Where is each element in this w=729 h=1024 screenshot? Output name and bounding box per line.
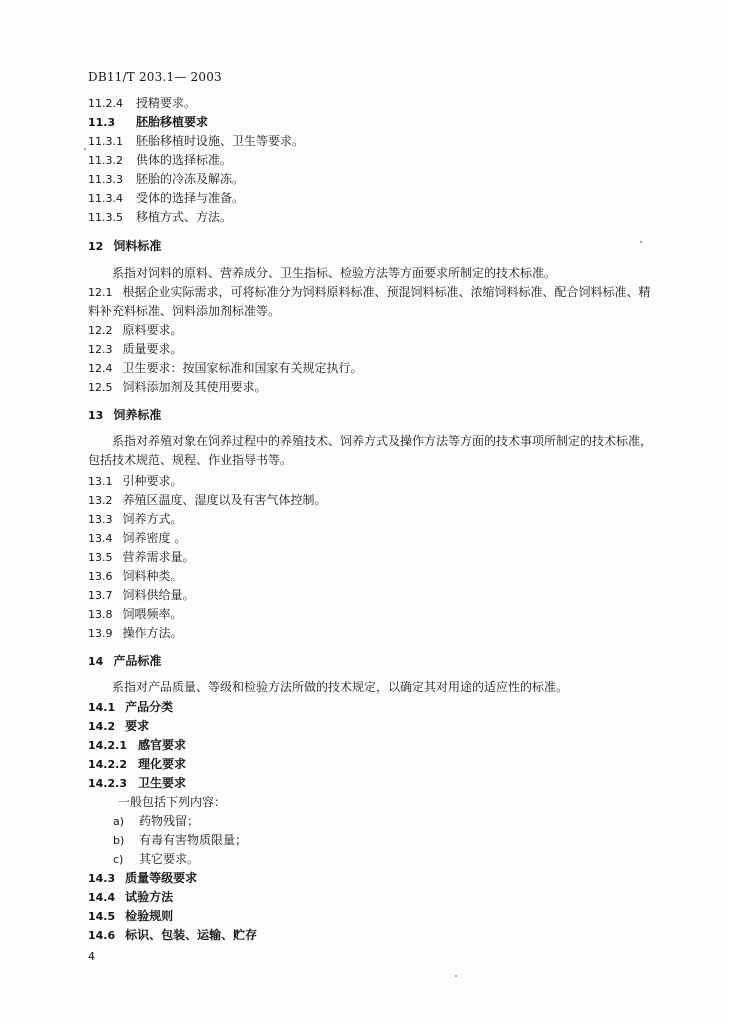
clause-text: 移植方式、方法。: [136, 210, 233, 224]
clause-text: 饲料种类。: [122, 569, 183, 583]
clause-number: 13.7: [88, 589, 113, 602]
clause-11-3-4: [88, 191, 244, 206]
clause-text: 卫生要求: [138, 776, 187, 790]
clause-14-2-3: [88, 776, 186, 791]
clause-number: 13.5: [88, 551, 113, 564]
section-13-title: [88, 408, 161, 423]
clause-number: 12.2: [88, 324, 113, 337]
clause-number: 11.3.3: [88, 173, 123, 186]
clause-text: 要求: [125, 719, 150, 733]
clause-14-2: [88, 719, 149, 734]
clause-13-6: [88, 569, 183, 584]
clause-number: 11.3.4: [88, 192, 123, 205]
subitem-label: c): [113, 853, 124, 866]
clause-text: 养殖区温度、湿度以及有害气体控制。: [122, 493, 327, 507]
clause-text: 饲料供给量。: [122, 588, 195, 602]
clause-number: 14.4: [88, 891, 116, 904]
clause-13-3: [88, 512, 183, 527]
clause-14-1: [88, 700, 173, 715]
section-title-text: 饲养标准: [113, 408, 162, 422]
clause-11-2-4: [88, 96, 196, 111]
clause-13-8: [88, 607, 183, 622]
subitem-c: [113, 852, 199, 867]
clause-13-2: [88, 493, 327, 508]
clause-number: 12.3: [88, 343, 113, 356]
clause-14-5: [88, 909, 173, 924]
clause-text: 饲养方式。: [122, 512, 183, 526]
clause-12-4: [88, 361, 363, 376]
clause-11-3-3: [88, 172, 244, 187]
clause-text: 胚胎的冷冻及解冻。: [136, 172, 245, 186]
clause-text: 供体的选择标准。: [136, 153, 233, 167]
clause-number: 13.8: [88, 608, 113, 621]
subitem-label: b): [113, 834, 125, 847]
clause-text: 检验规则: [125, 909, 174, 923]
clause-text: 原料要求。: [122, 323, 183, 337]
general-content-lead: 一般包括下列内容：: [118, 795, 227, 809]
clause-13-5: [88, 550, 195, 565]
clause-14-6: [88, 928, 257, 943]
clause-12-3: [88, 342, 183, 357]
clause-text: 感官要求: [138, 738, 187, 752]
clause-number: 14.2.3: [88, 777, 127, 790]
section-number: 12: [88, 240, 104, 253]
clause-number: 11.3.5: [88, 211, 123, 224]
section-13-intro: 系指对养殖对象在饲养过程中的养殖技术、饲养方式及操作方法等方面的技术事项所制定的技术标准，包括技术规范、规程、作业指导书等。: [88, 434, 653, 467]
section-title-text: 产品标准: [113, 654, 162, 668]
clause-text: 标识、包装、运输、贮存: [125, 928, 258, 942]
clause-text: 质量要求。: [122, 342, 183, 356]
subitem-b: [113, 833, 247, 848]
section-number: 14: [88, 655, 104, 668]
section-14-title: [88, 654, 161, 669]
clause-number: 14.6: [88, 929, 116, 942]
section-title-text: 饲料标准: [113, 239, 162, 253]
clause-number: 11.3.1: [88, 135, 123, 148]
clause-13-7: [88, 588, 195, 603]
clause-text: 质量等级要求: [125, 871, 198, 885]
clause-12-2: [88, 323, 183, 338]
clause-text: 卫生要求：按国家标准和国家有关规定执行。: [122, 361, 363, 375]
clause-number: 13.4: [88, 532, 113, 545]
section-number: 13: [88, 409, 104, 422]
clause-number: 13.3: [88, 513, 113, 526]
clause-number: 12.4: [88, 362, 113, 375]
clause-number: 14.3: [88, 872, 116, 885]
clause-number: 11.2.4: [88, 97, 123, 110]
clause-11-3-2: [88, 153, 232, 168]
section-12-intro: 系指对饲料的原料、营养成分、卫生指标、检验方法等方面要求所制定的技术标准。: [112, 266, 557, 280]
clause-14-3: [88, 871, 197, 886]
clause-14-2-2: [88, 757, 186, 772]
clause-number: 11.3: [88, 116, 116, 129]
clause-text: 理化要求: [138, 757, 187, 771]
clause-text: 受体的选择与准备。: [136, 191, 245, 205]
clause-14-4: [88, 890, 173, 905]
clause-text: 饲养密度 。: [122, 531, 187, 545]
subitem-label: a): [113, 815, 125, 828]
clause-text: 根据企业实际需求，可将标准分为饲料原料标准、预混饲料标准、浓缩饲料标准、配合饲料标准、精料补充料标准、饲料添加剂标准等。: [88, 285, 651, 318]
clause-11-3-1: [88, 134, 304, 149]
clause-number: 11.3.2: [88, 154, 123, 167]
subitem-text: 其它要求。: [139, 852, 200, 866]
scan-speck: [84, 148, 86, 150]
scan-speck: [640, 241, 642, 243]
clause-text: 营养需求量。: [122, 550, 195, 564]
clause-number: 13.2: [88, 494, 113, 507]
subitem-text: 药物残留；: [139, 814, 200, 828]
clause-text: 操作方法。: [122, 626, 183, 640]
section-12-title: [88, 239, 161, 254]
clause-number: 14.2.1: [88, 739, 127, 752]
clause-number: 13.6: [88, 570, 113, 583]
clause-text: 饲料添加剂及其使用要求。: [122, 380, 267, 394]
clause-13-1: [88, 474, 183, 489]
clause-text: 胚胎移植时设施、卫生等要求。: [136, 134, 305, 148]
clause-14-2-1: [88, 738, 186, 753]
clause-text: 饲喂频率。: [122, 607, 183, 621]
clause-number: 13.9: [88, 627, 113, 640]
clause-number: 12.5: [88, 381, 113, 394]
clause-11-3: [88, 115, 208, 130]
clause-11-3-5: [88, 210, 232, 225]
clause-12-1: [88, 283, 656, 321]
standard-code-header: DB11/T 203.1— 2003: [88, 70, 222, 84]
clause-number: 14.1: [88, 701, 116, 714]
clause-text: 试验方法: [125, 890, 174, 904]
clause-number: 14.2.2: [88, 758, 127, 771]
clause-text: 产品分类: [125, 700, 174, 714]
page-number: 4: [88, 950, 95, 963]
clause-text: 胚胎移植要求: [136, 115, 209, 129]
section-14-intro: 系指对产品质量、等级和检验方法所做的技术规定，以确定其对用途的适应性的标准。: [112, 680, 569, 694]
clause-text: 授精要求。: [136, 96, 197, 110]
clause-number: 13.1: [88, 475, 113, 488]
clause-12-5: [88, 380, 267, 395]
clause-number: 14.2: [88, 720, 116, 733]
clause-number: 14.5: [88, 910, 116, 923]
scan-speck: [455, 975, 457, 977]
subitem-text: 有毒有害物质限量；: [139, 833, 248, 847]
clause-13-4: [88, 531, 186, 546]
clause-number: 12.1: [88, 286, 113, 299]
subitem-a: [113, 814, 199, 829]
clause-text: 引种要求。: [122, 474, 183, 488]
clause-13-9: [88, 626, 183, 641]
